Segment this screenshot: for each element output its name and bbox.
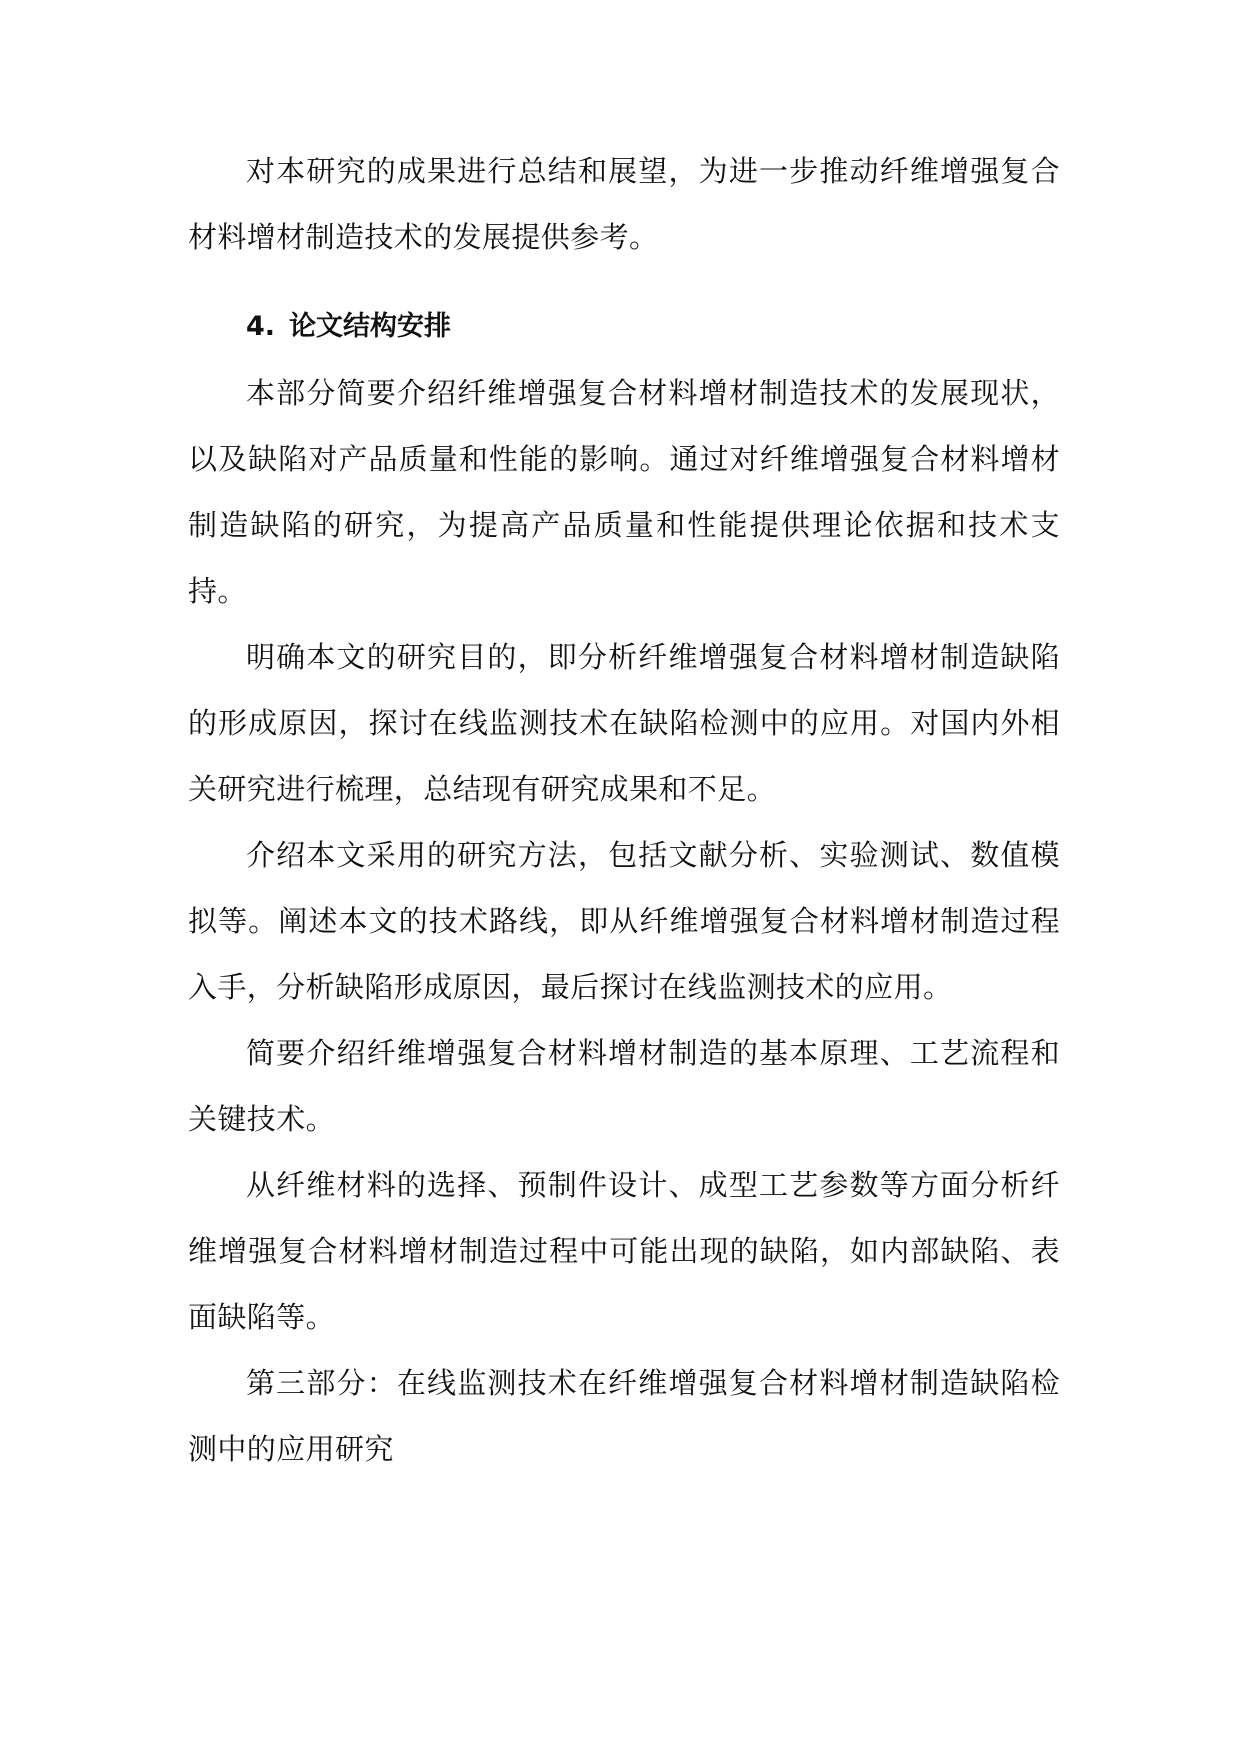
intro-paragraph: 对本研究的成果进行总结和展望，为进一步推动纤维增强复合材料增材制造技术的发展提供参考。 xyxy=(188,154,1060,254)
body-paragraph: 本部分简要介绍纤维增强复合材料增材制造技术的发展现状，以及缺陷对产品质量和性能的影响。通过对纤维增强复合材料增材制造缺陷的研究，为提高产品质量和性能提供理论依据和技术支持。 xyxy=(188,376,1060,608)
body-paragraph: 简要介绍纤维增强复合材料增材制造的基本原理、工艺流程和关键技术。 xyxy=(188,1036,1060,1136)
body-paragraph: 第三部分：在线监测技术在纤维增强复合材料增材制造缺陷检测中的应用研究 xyxy=(188,1366,1060,1466)
document-body xyxy=(188,138,1060,1482)
body-paragraph: 介绍本文采用的研究方法，包括文献分析、实验测试、数值模拟等。阐述本文的技术路线，即从纤维增强复合材料增材制造过程入手，分析缺陷形成原因，最后探讨在线监测技术的应用。 xyxy=(188,838,1060,1004)
body-paragraph: 从纤维材料的选择、预制件设计、成型工艺参数等方面分析纤维增强复合材料增材制造过程中可能出现的缺陷，如内部缺陷、表面缺陷等。 xyxy=(188,1168,1060,1334)
section-heading xyxy=(188,294,1060,360)
section-title: 论文结构安排 xyxy=(289,311,452,342)
section-number: 4. xyxy=(246,311,276,342)
body-paragraph: 明确本文的研究目的，即分析纤维增强复合材料增材制造缺陷的形成原因，探讨在线监测技术在缺陷检测中的应用。对国内外相关研究进行梳理，总结现有研究成果和不足。 xyxy=(188,640,1060,806)
